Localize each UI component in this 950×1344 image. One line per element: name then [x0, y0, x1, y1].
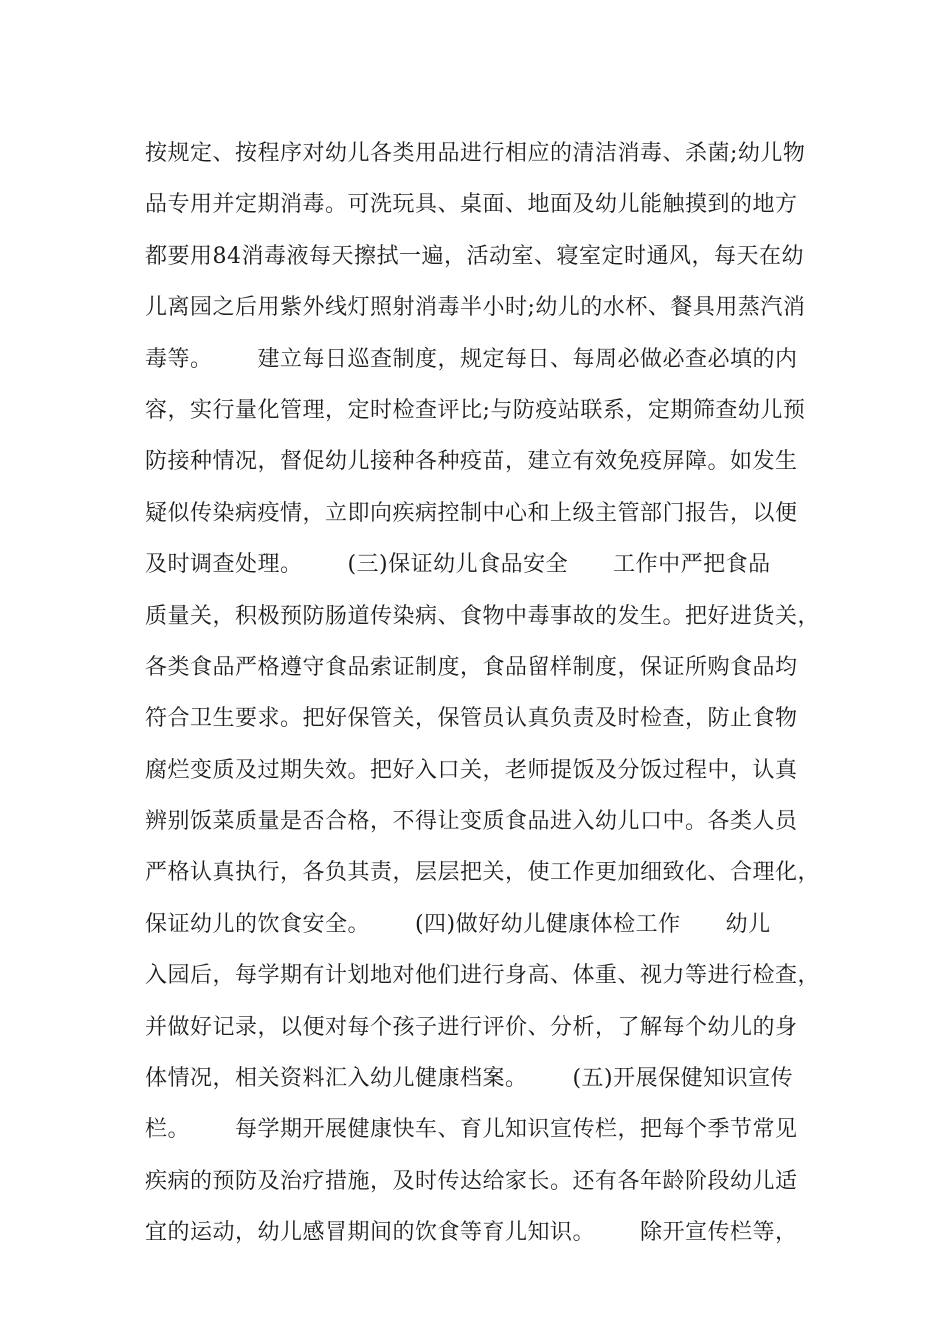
- text-line: [145, 385, 845, 436]
- text-line-content: 体情况，相关资料汇入幼儿健康档案。 (五)开展保健知识宣传: [145, 1066, 794, 1092]
- text-line: [145, 642, 845, 693]
- text-line-content: 疑似传染病疫情，立即向疾病控制中心和上级主管部门报告，以便: [145, 500, 798, 526]
- text-line: [145, 1156, 845, 1207]
- text-line-content: 疾病的预防及治疗措施，及时传达给家长。还有各年龄阶段幼儿适: [145, 1168, 798, 1194]
- text-line: [145, 231, 845, 282]
- text-line: [145, 693, 845, 744]
- text-line: [145, 1053, 845, 1104]
- text-line: [145, 179, 845, 230]
- text-line: [145, 1104, 845, 1155]
- text-line: [145, 745, 845, 796]
- text-line-content: 符合卫生要求。把好保管关，保管员认真负责及时检查，防止食物: [145, 706, 798, 732]
- text-line-content: 都要用84消毒液每天擦拭一遍，活动室、寝室定时通风，每天在幼: [145, 243, 804, 269]
- text-line: [145, 128, 845, 179]
- text-line: [145, 591, 845, 642]
- text-line-content: 容，实行量化管理，定时检查评比;与防疫站联系，定期筛查幼儿预: [145, 397, 806, 423]
- text-line-content: 严格认真执行，各负其责，层层把关，使工作更加细致化、合理化，: [145, 860, 821, 886]
- text-line: [145, 436, 845, 487]
- text-line: [145, 488, 845, 539]
- text-line-content: 品专用并定期消毒。可洗玩具、桌面、地面及幼儿能触摸到的地方: [145, 192, 798, 218]
- text-line: [145, 1002, 845, 1053]
- text-line-content: 各类食品严格遵守食品索证制度，食品留样制度，保证所购食品均: [145, 654, 798, 680]
- text-line-content: 及时调查处理。 (三)保证幼儿食品安全 工作中严把食品: [145, 552, 771, 578]
- text-line-content: 毒等。 建立每日巡查制度，规定每日、每周必做必查必填的内: [145, 346, 798, 372]
- text-line: [145, 847, 845, 898]
- text-line-content: 栏。 每学期开展健康快车、育儿知识宣传栏，把每个季节常见: [145, 1117, 798, 1143]
- text-line-content: 按规定、按程序对幼儿各类用品进行相应的清洁消毒、杀菌;幼儿物: [145, 141, 806, 166]
- text-line-content: 儿离园之后用紫外线灯照射消毒半小时;幼儿的水杯、餐具用蒸汽消: [145, 295, 806, 321]
- text-line-content: 质量关，积极预防肠道传染病、食物中毒事故的发生。把好进货关，: [145, 603, 821, 629]
- text-line: [145, 282, 845, 333]
- text-line-content: 保证幼儿的饮食安全。 (四)做好幼儿健康体检工作 幼儿: [145, 911, 771, 937]
- text-line: [145, 796, 845, 847]
- text-line-content: 并做好记录，以便对每个孩子进行评价、分析，了解每个幼儿的身: [145, 1014, 798, 1040]
- text-line-content: 辨别饭菜质量是否合格，不得让变质食品进入幼儿口中。各类人员: [145, 809, 798, 835]
- text-line-content: 入园后，每学期有计划地对他们进行身高、体重、视力等进行检查，: [145, 963, 821, 989]
- text-line-content: 宜的运动，幼儿感冒期间的饮食等育儿知识。 除开宣传栏等，: [145, 1220, 798, 1246]
- text-line: [145, 899, 845, 950]
- text-line: [145, 334, 845, 385]
- text-line: [145, 539, 845, 590]
- text-line: [145, 950, 845, 1001]
- text-line: [145, 1207, 845, 1258]
- body-text: [145, 128, 845, 1259]
- text-line-content: 腐烂变质及过期失效。把好入口关，老师提饭及分饭过程中，认真: [145, 757, 798, 783]
- text-line-content: 防接种情况，督促幼儿接种各种疫苗，建立有效免疫屏障。如发生: [145, 449, 798, 475]
